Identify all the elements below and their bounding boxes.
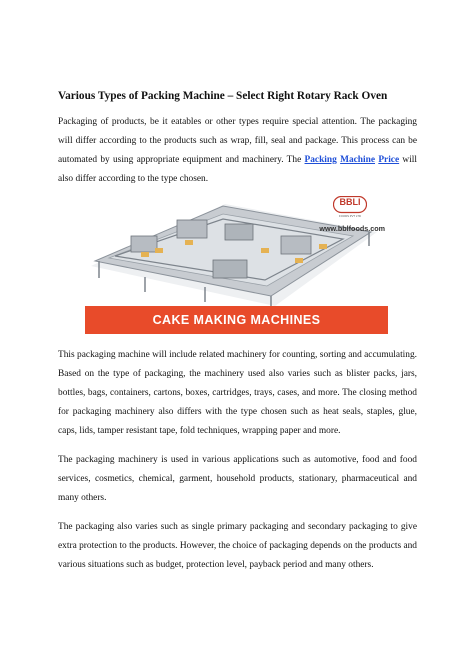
cake-machine-banner	[85, 186, 388, 334]
intro-text-after: will also differ according to the type chosen.	[58, 155, 418, 184]
website-label: www.bblfoods.com	[319, 224, 385, 233]
link-machine[interactable]: Machine	[340, 155, 376, 165]
link-packing[interactable]: Packing	[304, 155, 337, 165]
paragraph-machinery: This packaging machine will include related machinery for counting, sorting and accumulating. Based on the type of packaging, the machinery used also varies such as blister packs, jars, bottles, bags, containers, cartons, boxes, cartridges, trays, cases, and more. The closing method for packaging machinery also differs with the type chosen such as heat seals, staples, glue, caps, lids, tamper resistant tape, fold techniques, wrapping paper and more.	[58, 350, 417, 436]
paragraph-applications: The packaging machinery is used in various applications such as automotive, food and food services, cosmetics, chemical, garment, household products, stationary, pharmaceutical and many others.	[58, 455, 417, 503]
intro-text-before: Packaging of products, be it eatables or other types require special attention. The packaging will differ according to the products such as wrap, fill, seal and package. This process can be automated by using appropriate equipment and machinery. The	[58, 117, 417, 165]
logo-subtext: FOODS PVT LTD	[339, 214, 361, 218]
logo-text: BBLI	[339, 197, 361, 207]
page-title: Various Types of Packing Machine – Select Right Rotary Rack Oven	[58, 90, 388, 102]
paragraph-packaging-types: The packaging also varies such as single primary packaging and secondary packaging to give extra protection to the products. However, the choice of packaging depends on the products and various situations such as budget, protection level, payback period and many others.	[58, 522, 417, 570]
banner-caption: CAKE MAKING MACHINES	[152, 313, 321, 327]
link-price[interactable]: Price	[378, 155, 400, 165]
intro-paragraph	[58, 113, 417, 189]
